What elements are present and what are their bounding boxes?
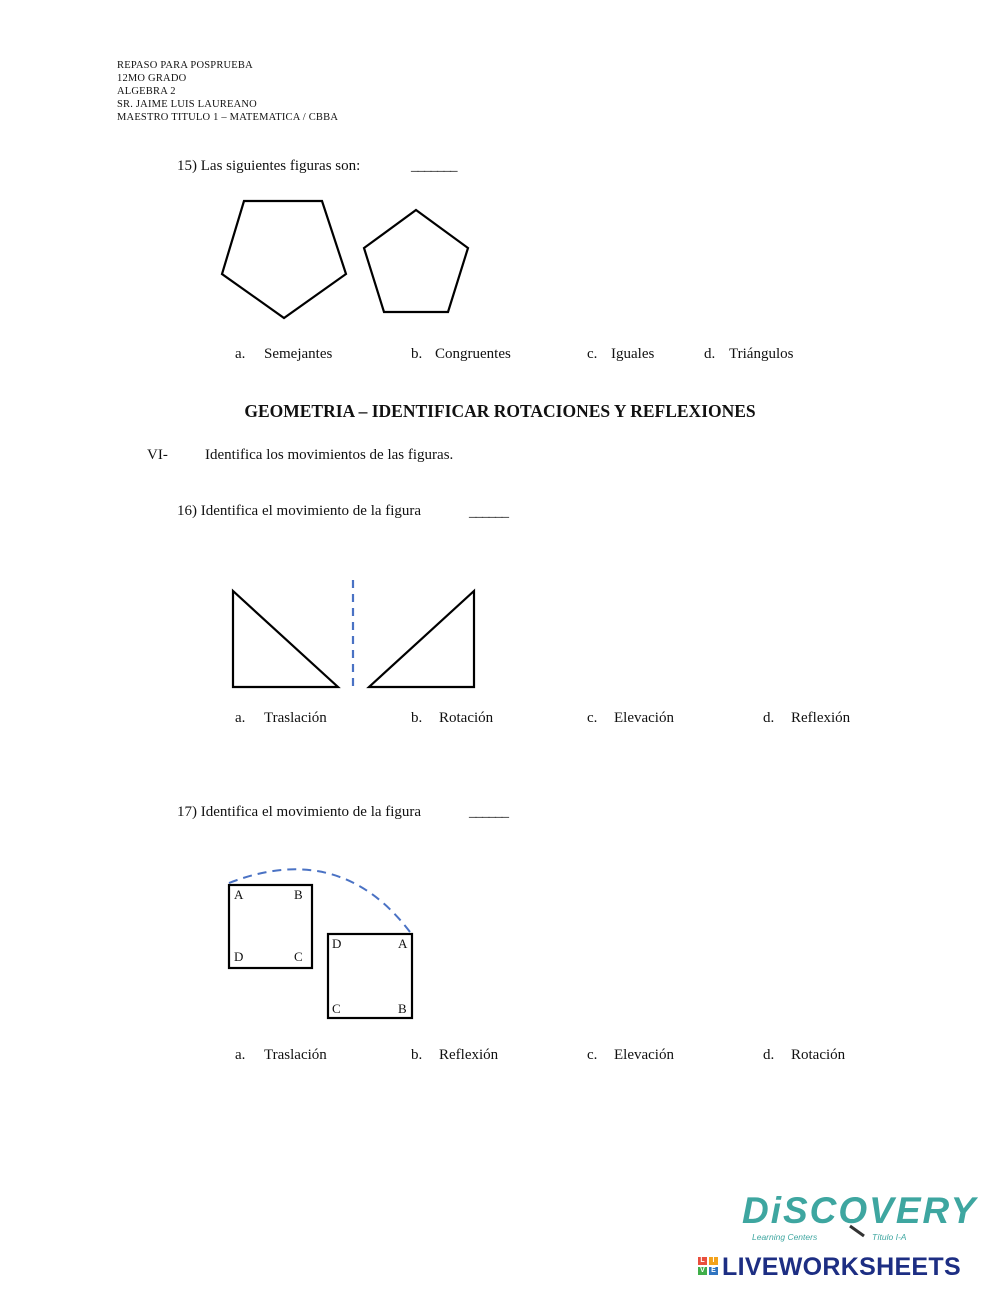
q16-option-c-letter: c. [587, 710, 598, 726]
q17-option-c-letter: c. [587, 1047, 598, 1063]
square2-label-tr: A [398, 936, 408, 951]
q16-option-b[interactable]: Rotación [439, 710, 494, 726]
header-line-3: ALGEBRA 2 [117, 86, 176, 97]
square2-label-br: B [398, 1001, 407, 1016]
square2-label-bl: C [332, 1001, 341, 1016]
q15-option-a-letter: a. [235, 346, 246, 362]
q15-option-a[interactable]: Semejantes [264, 346, 333, 362]
q17-option-d[interactable]: Rotación [791, 1047, 846, 1063]
square1-label-br: C [294, 949, 303, 964]
q16-question: 16) Identifica el movimiento de la figura [177, 503, 422, 519]
q17-answer-blank[interactable]: ______ [469, 804, 508, 820]
square1-label-tr: B [294, 887, 303, 902]
q15-answer-blank[interactable]: _______ [411, 158, 457, 174]
q16-option-c[interactable]: Elevación [614, 710, 674, 726]
q15-question: 15) Las siguientes figuras son: [177, 158, 361, 174]
q17-option-b[interactable]: Reflexión [439, 1047, 499, 1063]
discovery-sub-left: Learning Centers [752, 1232, 818, 1242]
q16-option-a[interactable]: Traslación [264, 710, 327, 726]
header-line-2: 12MO GRADO [117, 73, 187, 84]
discovery-logo [742, 1190, 978, 1245]
liveworksheets-logo [698, 1255, 998, 1287]
lw-letter-box-e: E [709, 1267, 718, 1275]
q17-option-b-letter: b. [411, 1047, 423, 1063]
lw-letter-box-l: L [698, 1257, 707, 1265]
liveworksheets-wordmark: LIVEWORKSHEETS [722, 1253, 961, 1281]
q16-answer-blank[interactable]: ______ [469, 504, 508, 520]
lw-letter-box-i: I [709, 1257, 718, 1265]
q15-option-d-letter: d. [704, 346, 716, 362]
q16-option-d[interactable]: Reflexión [791, 710, 851, 726]
q17-question: 17) Identifica el movimiento de la figura [177, 804, 422, 820]
section-roman-numeral: VI- [147, 447, 168, 463]
magnifier-handle-icon [848, 1224, 868, 1238]
section-instruction: Identifica los movimientos de las figuras. [205, 447, 454, 463]
q15-option-c-letter: c. [587, 346, 598, 362]
square2-label-tl: D [332, 936, 342, 951]
header-line-4: SR. JAIME LUIS LAUREANO [117, 99, 257, 110]
q17-option-a-letter: a. [235, 1047, 246, 1063]
q16-option-b-letter: b. [411, 710, 423, 726]
q15-option-b[interactable]: Congruentes [435, 346, 511, 362]
discovery-logo-text: DiSCOVERY [742, 1190, 978, 1231]
lw-letter-box-v: V [698, 1267, 707, 1275]
q15-option-d[interactable]: Triángulos [729, 346, 794, 362]
square1-label-tl: A [234, 887, 244, 902]
header-line-1: REPASO PARA POSPRUEBA [117, 60, 253, 71]
discovery-sub-right: Título I-A [872, 1232, 907, 1242]
q15-option-b-letter: b. [411, 346, 423, 362]
q16-option-d-letter: d. [763, 710, 775, 726]
section-heading: GEOMETRIA – IDENTIFICAR ROTACIONES Y REFLEXIONES [244, 401, 756, 421]
q15-option-c[interactable]: Iguales [611, 346, 655, 362]
q17-option-c[interactable]: Elevación [614, 1047, 674, 1063]
square1-label-bl: D [234, 949, 244, 964]
q16-option-a-letter: a. [235, 710, 246, 726]
rotation-arc-dashed [229, 869, 410, 932]
header-line-5: MAESTRO TITULO 1 – MATEMATICA / CBBA [117, 112, 339, 123]
q17-option-a[interactable]: Traslación [264, 1047, 327, 1063]
q17-option-d-letter: d. [763, 1047, 775, 1063]
